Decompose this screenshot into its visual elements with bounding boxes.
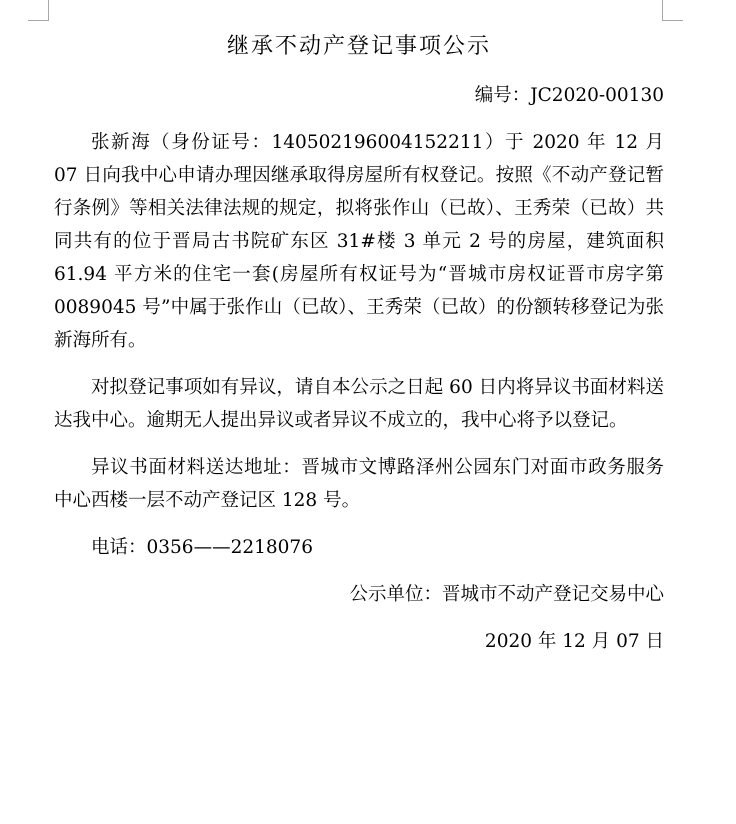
address-paragraph: 异议书面材料送达地址：晋城市文博路泽州公园东门对面市政务服务中心西楼一层不动产登记区 128 号。: [54, 457, 664, 511]
document-title: 继承不动产登记事项公示: [226, 34, 491, 59]
contact-phone: 电话：0356——2218076: [91, 537, 313, 558]
publish-date: 2020 年 12 月 07 日: [484, 631, 664, 652]
document-serial-number: 编号：JC2020-00130: [474, 85, 664, 106]
main-paragraph: 张新海（身份证号：140502196004152211）于 2020 年 12 月 07 日向我中心申请办理因继承取得房屋所有权登记。按照《不动产登记暂行条例》等相关法律法规的规定，拟将张作山（已故）、王秀荣（已故）共同共有的位于晋局古书院矿东区 31#楼 3 单元 2 号的房屋，建筑面积 61.94 平方米的住宅一套(房屋所有权证号为“晋城市房权证晋市房字第 0089045 号”中属于张作山（已故）、王秀荣（已故）的份额转移登记为张新海所有。: [54, 132, 664, 351]
page-corner-mark-right: [662, 0, 683, 21]
page-corner-mark-left: [28, 0, 49, 21]
document-body: [54, 28, 664, 658]
objection-paragraph: 对拟登记事项如有异议，请自本公示之日起 60 日内将异议书面材料送达我中心。逾期无人提出异议或者异议不成立的，我中心将予以登记。: [54, 377, 664, 431]
publisher-unit: 公示单位：晋城市不动产登记交易中心: [349, 584, 664, 605]
